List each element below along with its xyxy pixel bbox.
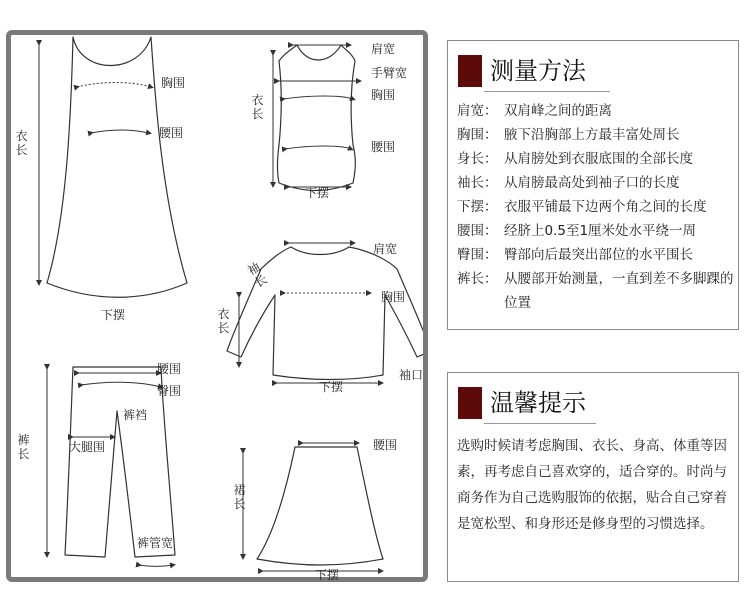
item-text: 双肩峰之间的距离 (504, 103, 612, 119)
garment-diagram-panel (6, 30, 428, 582)
item-text: 腋下沿胸部上方最丰富处周长 (504, 127, 680, 143)
item-text: 从肩膀处到衣服底围的全部长度 (504, 151, 693, 167)
item-key: 胸围： (457, 127, 498, 143)
measurement-method-title: 测量方法 (490, 57, 586, 85)
item-text: 臀部向后最突出部位的水平围长 (504, 247, 693, 263)
sweater-bust-label: 胸围 (381, 290, 406, 304)
vest-length-label: 衣长 (251, 93, 264, 121)
pants-length-label: 裤长 (17, 433, 30, 461)
pants-waist-label: 腰围 (157, 362, 182, 376)
vest-armhole-label: 手臂宽 (371, 66, 408, 80)
skirt-length-label: 裙长 (233, 483, 246, 511)
skirt-outline (257, 447, 383, 565)
list-item (457, 195, 737, 219)
pants-thigh-label: 大腿围 (69, 440, 106, 454)
tips-box (447, 372, 739, 582)
list-item (457, 99, 737, 123)
heading-marker (458, 387, 482, 419)
heading-underline (484, 91, 610, 92)
skirt-hem-label: 下摆 (315, 568, 340, 582)
vest-outline (278, 45, 356, 191)
sweater-cuff-label: 袖口 (399, 368, 424, 382)
dress-length-label: 衣长 (15, 129, 28, 157)
list-item (457, 171, 737, 195)
measurement-method-box (447, 40, 739, 330)
sweater-shoulder-label: 肩宽 (373, 242, 398, 256)
heading-underline (484, 423, 596, 424)
list-item (457, 267, 737, 315)
garment-sketches (11, 35, 423, 577)
item-key: 下摆： (457, 199, 498, 215)
vest-bust-label: 胸围 (371, 88, 396, 102)
item-key: 腰围： (457, 223, 498, 239)
pants-hip-label: 臀围 (157, 384, 182, 398)
item-text: 衣服平铺最下边两个角之间的长度 (504, 199, 707, 215)
item-text: 从腰部开始测量，一直到差不多脚踝的位置 (504, 271, 734, 311)
item-key: 袖长： (457, 175, 498, 191)
sweater-sleeve-label: 袖长 (245, 259, 270, 291)
list-item (457, 123, 737, 147)
sweater-length-label: 衣长 (217, 307, 230, 335)
vest-shoulder-label: 肩宽 (371, 42, 396, 56)
dress-bust-label: 胸围 (161, 76, 186, 90)
sweater-hem-label: 下摆 (319, 380, 344, 394)
measurement-list (457, 99, 737, 315)
item-key: 臀围： (457, 247, 498, 263)
list-item (457, 243, 737, 267)
list-item (457, 147, 737, 171)
skirt-waist-label: 腰围 (373, 438, 398, 452)
vest-hem-label: 下摆 (305, 186, 330, 200)
pants-leg-opening-label: 裤管宽 (137, 536, 174, 550)
dress-waist-label: 腰围 (159, 126, 184, 140)
item-text: 经脐上0.5至1厘米处水平绕一周 (504, 223, 697, 239)
tips-text: 选购时候请考虑胸围、衣长、身高、体重等因素，再考虑自己喜欢穿的，适合穿的。时尚与商务作为自己选购服饰的依据，贴合自己穿着是宽松型、和身形还是修身型的习惯选择。 (457, 438, 727, 532)
tips-title: 温馨提示 (490, 389, 586, 417)
vest-waist-label: 腰围 (371, 140, 396, 154)
dress-hem-label: 下摆 (101, 308, 126, 322)
item-key: 裤长： (457, 271, 498, 287)
item-text: 从肩膀最高处到袖子口的长度 (504, 175, 680, 191)
pants-rise-label: 裤裆 (123, 408, 148, 422)
item-key: 身长： (457, 151, 498, 167)
item-key: 肩宽： (457, 103, 498, 119)
heading-marker (458, 55, 482, 87)
list-item (457, 219, 737, 243)
